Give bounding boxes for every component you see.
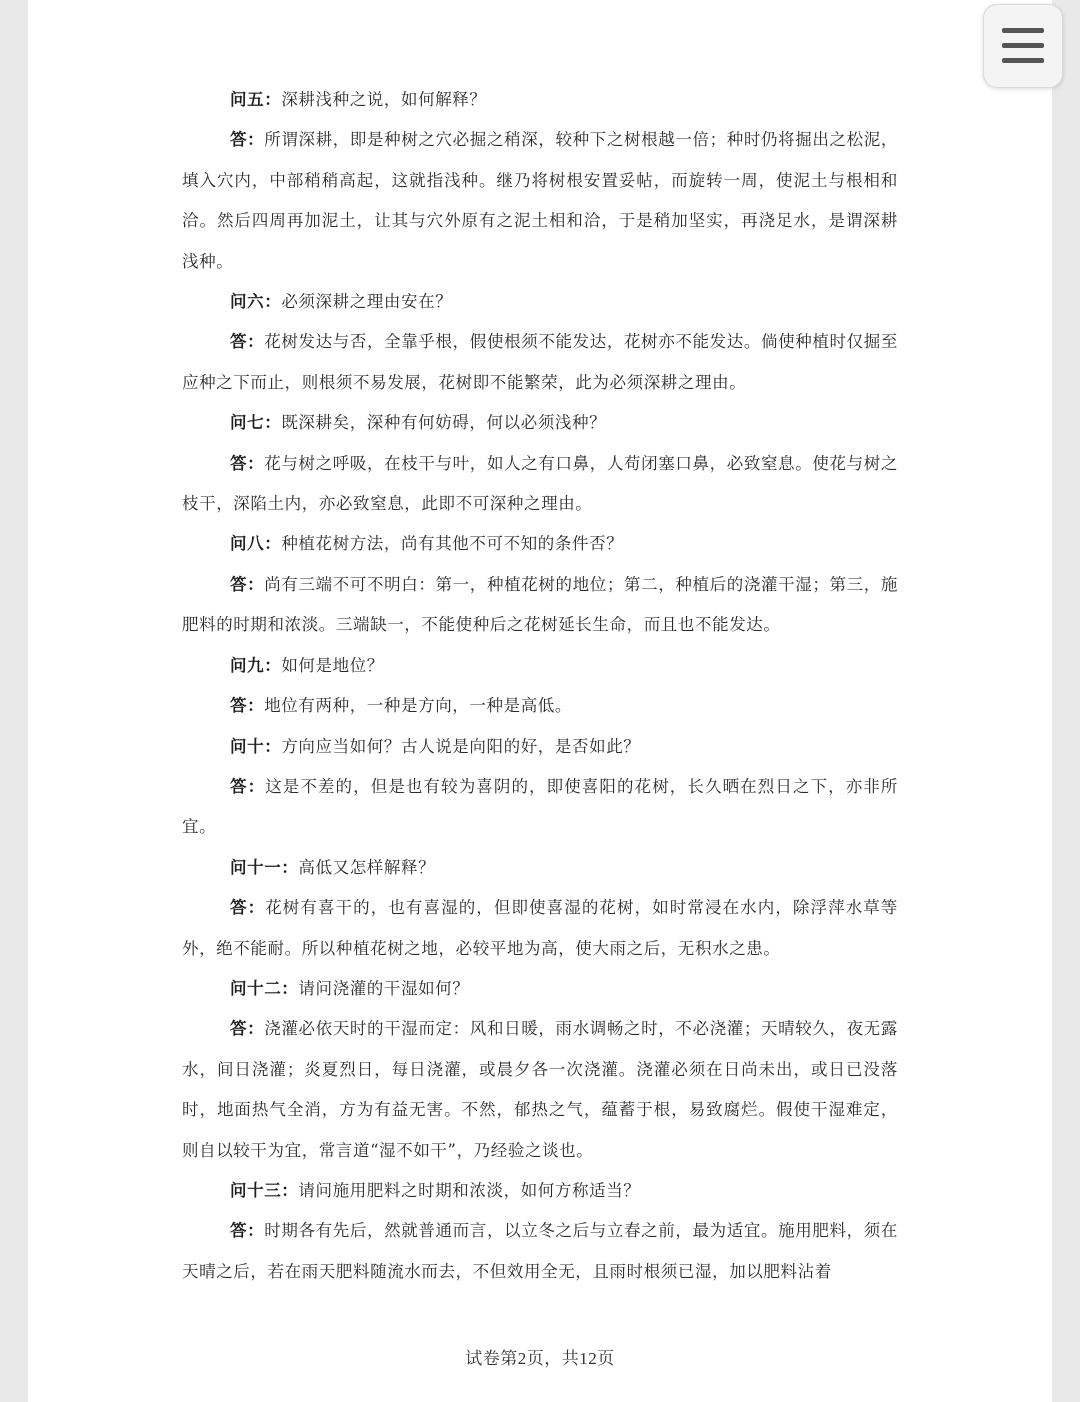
answer-label: 答： — [230, 332, 265, 352]
answer-text: 浇灌必依天时的干湿而定：风和日暖，雨水调畅之时，不必浇灌；天晴较久，夜无露水，间日浇灌；炎夏烈日，每日浇灌，或晨夕各一次浇灌。浇灌必须在日尚未出，或日已没落时，地面热气全消，方为有益无害。不然，郁热之气，蕴蓄于根，易致腐烂。假使干湿难定，则自以较干为宜，常言道“湿不如干”，乃经验之谈也。 — [182, 1019, 899, 1160]
question-text: 种植花树方法，尚有其他不可不知的条件否？ — [281, 534, 624, 554]
menu-button[interactable] — [983, 4, 1063, 88]
question-label: 问十一： — [230, 857, 299, 877]
answer-13 — [182, 1211, 898, 1292]
answer-6 — [182, 322, 898, 403]
answer-10 — [182, 767, 898, 848]
answer-7 — [182, 444, 898, 525]
question-label: 问十： — [230, 736, 282, 756]
question-text: 必须深耕之理由安在？ — [281, 292, 453, 312]
question-label: 问六： — [230, 292, 282, 312]
answer-9 — [182, 686, 898, 726]
answer-label: 答： — [230, 453, 265, 473]
answer-label: 答： — [230, 130, 265, 150]
answer-label: 答： — [230, 696, 265, 716]
question-7 — [182, 403, 898, 443]
answer-label: 答： — [230, 898, 266, 918]
answer-text: 这是不差的，但是也有较为喜阴的，即使喜阳的花树，长久晒在烈日之下，亦非所宜。 — [182, 776, 898, 837]
answer-text: 花树有喜干的，也有喜湿的，但即使喜湿的花树，如时常浸在水内，除浮萍水草等外，绝不能耐。所以种植花树之地，必较平地为高，使大雨之后，无积水之患。 — [182, 898, 898, 958]
answer-11 — [182, 888, 898, 969]
answer-text: 花与树之呼吸，在枝干与叶，如人之有口鼻，人苟闭塞口鼻，必致窒息。使花与树之枝干，深陷土内，亦必致窒息，此即不可深种之理由。 — [182, 453, 899, 514]
question-13 — [182, 1171, 898, 1211]
question-9 — [182, 646, 898, 686]
page-footer: 试卷第2页，共12页 — [465, 1349, 615, 1368]
answer-12 — [182, 1009, 898, 1171]
question-text: 高低又怎样解释？ — [298, 857, 436, 877]
answer-text: 所谓深耕，即是种树之穴必掘之稍深，较种下之树根越一倍；种时仍将掘出之松泥，填入穴内，中部稍稍高起，这就指浅种。继乃将树根安置妥帖，而旋转一周，使泥土与根相和洽。然后四周再加泥土，让其与穴外原有之泥土相和洽，于是稍加坚实，再浇足水，是谓深耕浅种。 — [182, 130, 899, 271]
answer-5 — [182, 120, 898, 282]
question-label: 问十三： — [230, 1180, 299, 1200]
answer-text: 花树发达与否，全靠乎根，假使根须不能发达，花树亦不能发达。倘使种植时仅掘至应种之下而止，则根须不易发展，花树即不能繁荣，此为必须深耕之理由。 — [182, 332, 899, 392]
question-label: 问五： — [230, 90, 282, 109]
question-11 — [182, 848, 898, 888]
answer-label: 答： — [230, 574, 265, 594]
question-label: 问九： — [230, 655, 282, 675]
question-text: 请问施用肥料之时期和浓淡，如何方称适当？ — [298, 1180, 641, 1200]
question-label: 问八： — [230, 534, 282, 554]
answer-text: 地位有两种，一种是方向，一种是高低。 — [264, 696, 573, 716]
question-text: 如何是地位？ — [281, 655, 384, 675]
answer-8 — [182, 565, 898, 646]
question-12 — [182, 969, 898, 1009]
question-8 — [182, 524, 898, 564]
question-text: 方向应当如何？古人说是向阳的好，是否如此？ — [281, 736, 641, 756]
answer-label: 答： — [230, 1019, 265, 1039]
question-label: 问十二： — [230, 978, 299, 998]
answer-text: 时期各有先后，然就普通而言，以立冬之后与立春之前，最为适宜。施用肥料，须在天晴之后，若在雨天肥料随流水而去，不但效用全无，且雨时根须已湿，加以肥料沾着 — [182, 1221, 899, 1281]
question-label: 问七： — [230, 413, 282, 433]
document-body — [182, 80, 898, 1292]
question-10 — [182, 727, 898, 767]
question-text: 请问浇灌的干湿如何？ — [298, 978, 470, 998]
answer-label: 答： — [230, 776, 266, 796]
question-text: 深耕浅种之说，如何解释？ — [281, 90, 487, 109]
question-6 — [182, 282, 898, 322]
answer-label: 答： — [230, 1221, 265, 1241]
answer-text: 尚有三端不可不明白：第一，种植花树的地位；第二，种植后的浇灌干湿；第三，施肥料的时期和浓淡。三端缺一，不能使种后之花树延长生命，而且也不能发达。 — [182, 574, 899, 635]
question-text: 既深耕矣，深种有何妨碍，何以必须浅种？ — [281, 413, 607, 433]
question-5 — [182, 80, 898, 120]
